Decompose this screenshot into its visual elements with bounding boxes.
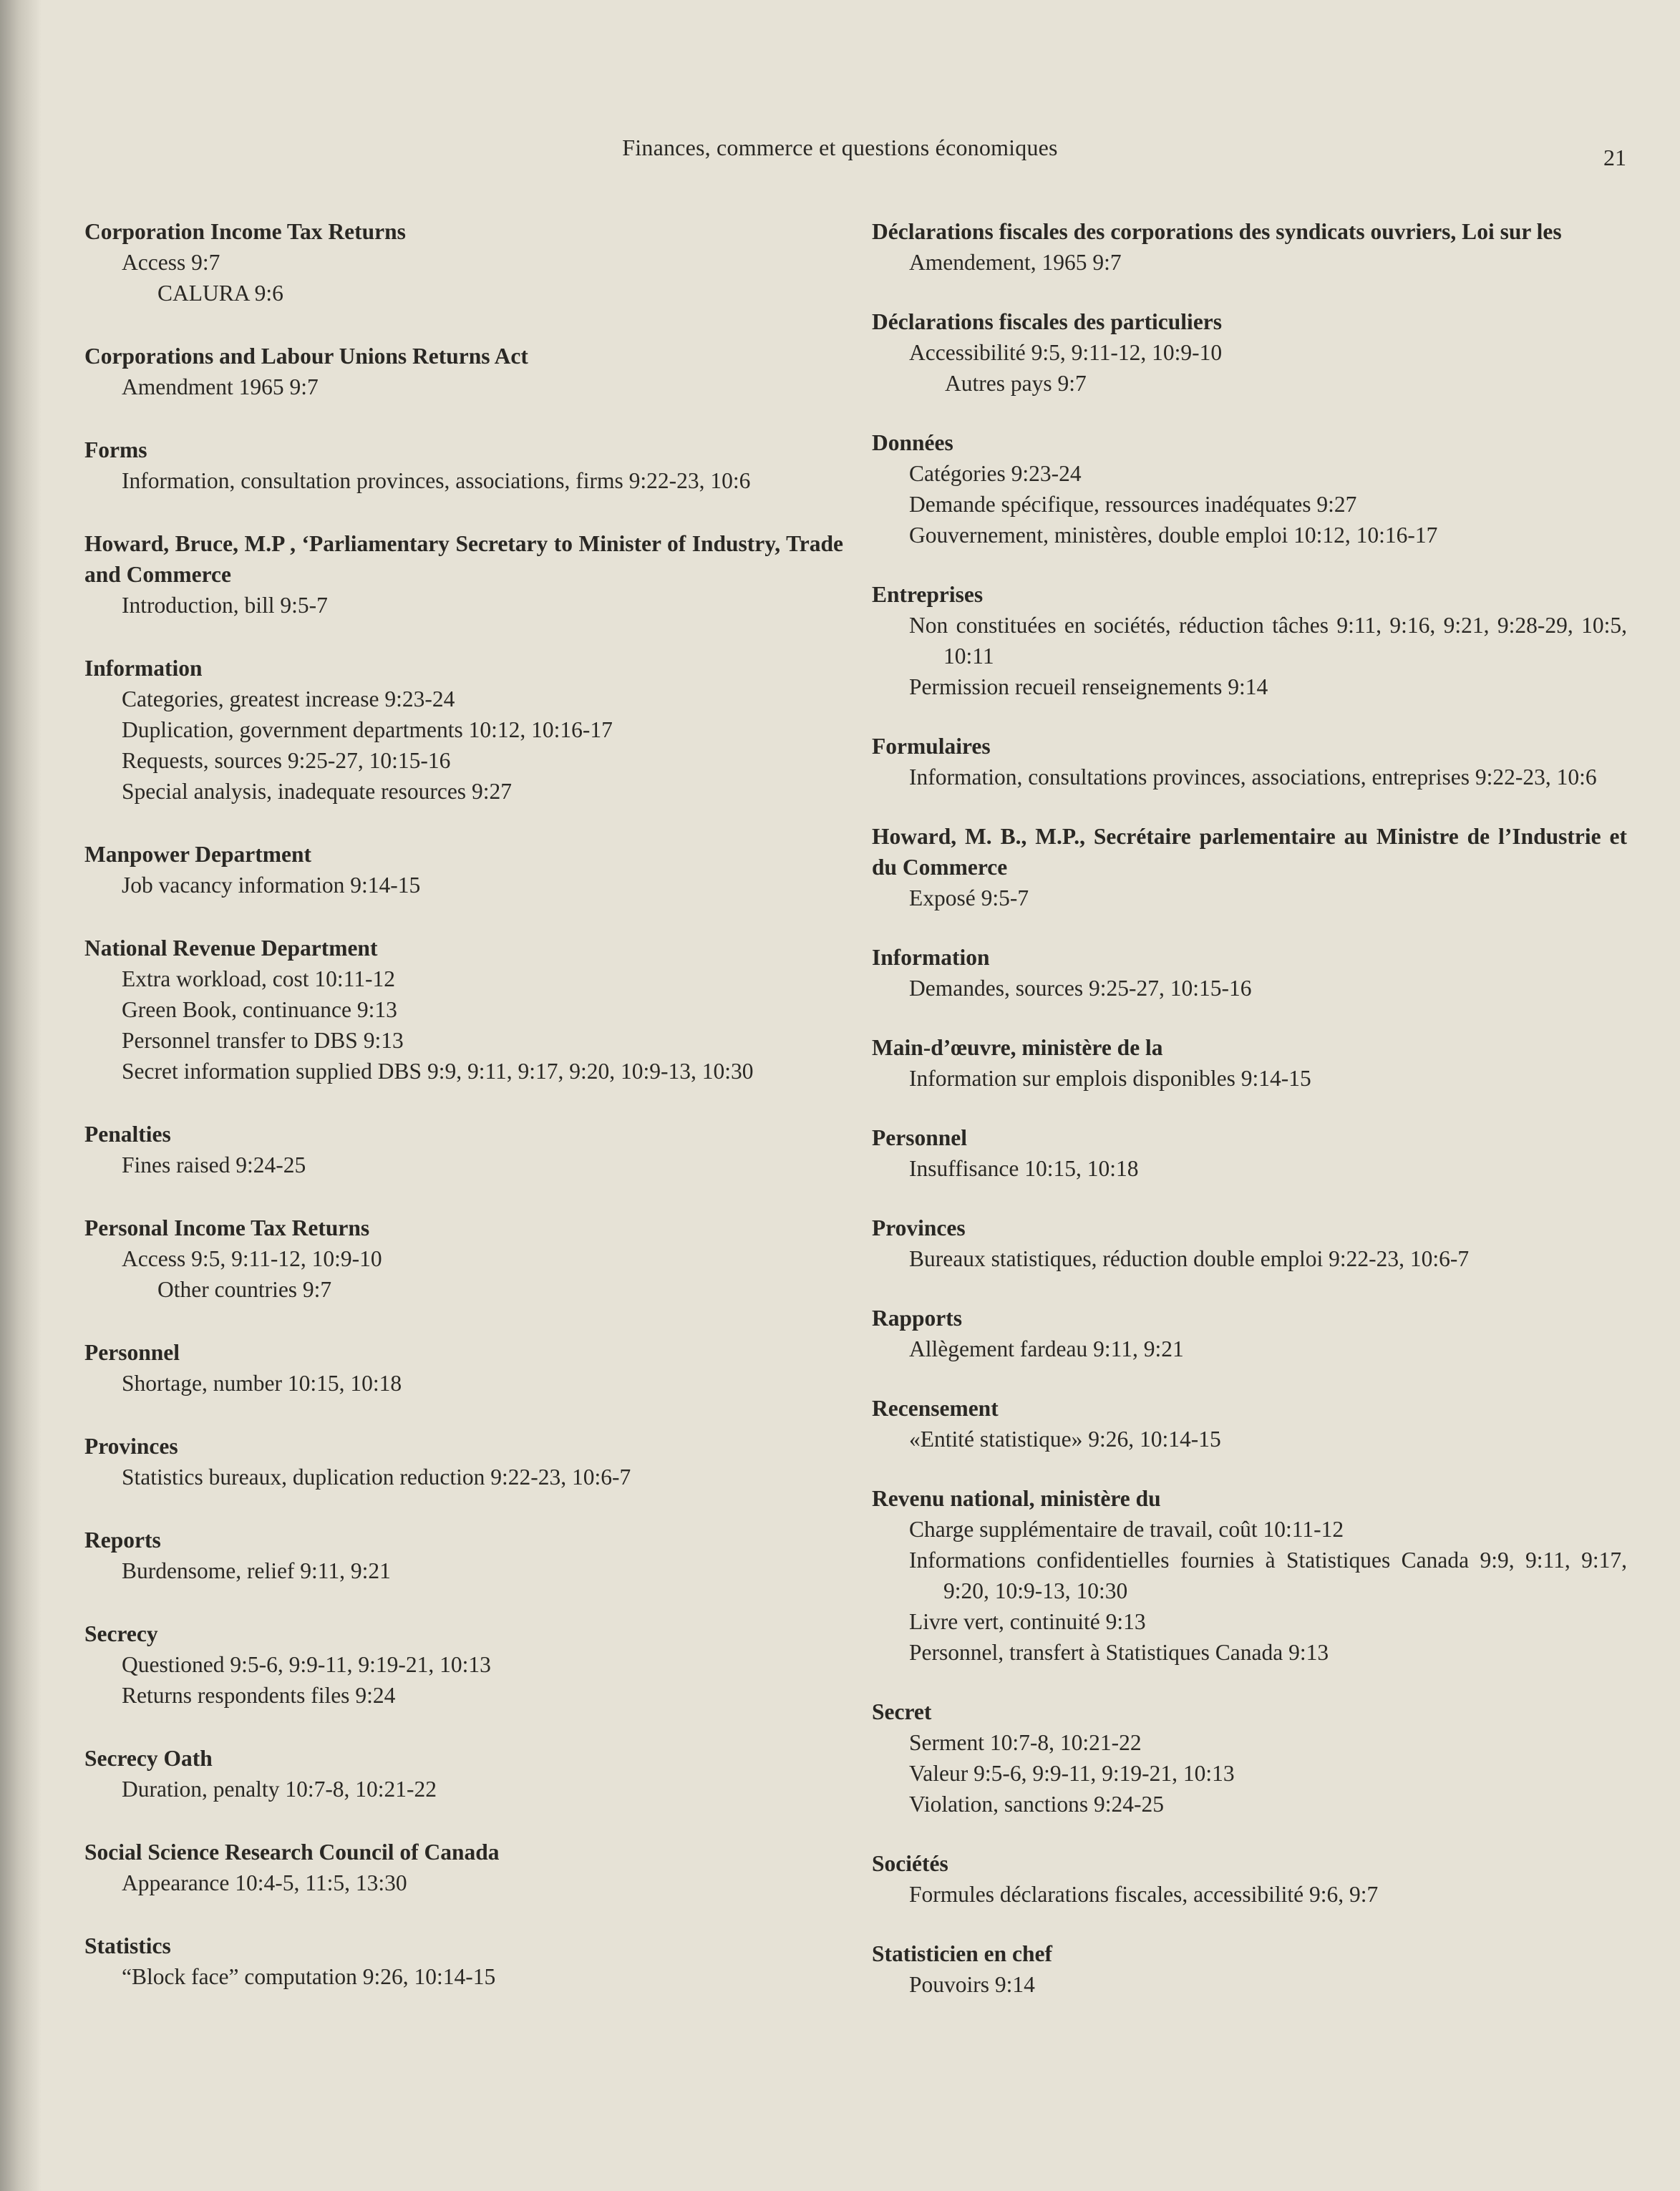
index-subentry: Serment 10:7-8, 10:21-22 [909,1730,1142,1755]
index-entry [872,1303,1627,1364]
index-heading: Déclarations fiscales des corporations des syndicats ouvriers, Loi sur les [872,219,1562,244]
index-heading: Forms [84,437,147,462]
index-heading: Secret [872,1699,932,1724]
index-entry [872,821,1627,913]
index-subentry: Formules déclarations fiscales, accessibilité 9:6, 9:7 [909,1882,1379,1907]
index-subentry: «Entité statistique» 9:26, 10:14-15 [909,1427,1221,1452]
index-entry [872,1122,1627,1184]
index-heading: Social Science Research Council of Canada [84,1840,500,1865]
index-subsubentry: CALURA 9:6 [157,281,283,306]
index-heading: Secrecy [84,1621,158,1646]
index-heading: Howard, Bruce, M.P , ‘Parliamentary Secretary to Minister of Industry, Trade and Commerce [84,531,843,587]
index-entry [84,1337,843,1399]
index-heading: Statistics [84,1933,171,1958]
index-subentry: Permission recueil renseignements 9:14 [909,674,1268,699]
index-subentry: Information sur emplois disponibles 9:14-15 [909,1066,1311,1091]
page-number: 21 [1603,145,1626,170]
index-subentry: Livre vert, continuité 9:13 [909,1609,1146,1634]
index-entry [84,341,843,402]
index-entry [872,1848,1627,1910]
index-subentry: Statistics bureaux, duplication reduction 9:22-23, 10:6-7 [122,1464,631,1490]
index-subentry: Access 9:5, 9:11-12, 10:9-10 [122,1246,382,1271]
index-entry [872,1938,1627,2000]
index-heading: Recensement [872,1396,999,1421]
index-entry [84,653,843,807]
index-subentry: Amendement, 1965 9:7 [909,250,1122,275]
index-subentry: Questioned 9:5-6, 9:9-11, 9:19-21, 10:13 [122,1652,491,1677]
index-subentry: Categories, greatest increase 9:23-24 [122,686,455,711]
index-subentry: Amendment 1965 9:7 [122,374,319,399]
index-heading: Formulaires [872,734,991,759]
index-entry [872,1393,1627,1454]
index-subentry: “Block face” computation 9:26, 10:14-15 [122,1964,496,1989]
index-heading: National Revenue Department [84,936,378,961]
index-subentry: Pouvoirs 9:14 [909,1972,1035,1997]
index-heading: Secrecy Oath [84,1746,213,1771]
index-subentry: Charge supplémentaire de travail, coût 10:11-12 [909,1517,1344,1542]
index-subentry: Information, consultations provinces, associations, entreprises 9:22-23, 10:6 [909,764,1597,790]
index-heading: Rapports [872,1306,963,1331]
index-entry [84,933,843,1087]
index-subentry: Requests, sources 9:25-27, 10:15-16 [122,748,451,773]
index-subentry: Job vacancy information 9:14-15 [122,873,421,898]
index-subentry: Shortage, number 10:15, 10:18 [122,1371,402,1396]
index-entry [84,1930,843,1992]
index-entry [84,528,843,621]
index-heading: Penalties [84,1122,171,1147]
index-entry [84,1525,843,1586]
index-entry [84,434,843,496]
index-subentry: Non constituées en sociétés, réduction tâches 9:11, 9:16, 9:21, 9:28-29, 10:5, 10:11 [909,613,1627,669]
index-subentry: Valeur 9:5-6, 9:9-11, 9:19-21, 10:13 [909,1761,1235,1786]
index-heading: Corporations and Labour Unions Returns Act [84,344,528,369]
index-subentry: Accessibilité 9:5, 9:11-12, 10:9-10 [909,340,1223,365]
index-entry [872,427,1627,550]
index-subentry: Informations confidentielles fournies à Statistiques Canada 9:9, 9:11, 9:17, 9:20, 10:9-13, 10:30 [909,1548,1627,1603]
index-entry [872,1032,1627,1094]
index-entry [84,1837,843,1898]
index-entry [872,306,1627,399]
running-head: Finances, commerce et questions économiques [622,135,1058,160]
index-entry [84,1431,843,1492]
index-heading: Provinces [872,1215,966,1240]
index-heading: Provinces [84,1434,178,1459]
index-entry [84,1618,843,1711]
index-entry [872,579,1627,702]
index-column-french [872,216,1627,2029]
index-heading: Main-d’œuvre, ministère de la [872,1035,1163,1060]
index-entry [872,1213,1627,1274]
index-subentry: Fines raised 9:24-25 [122,1152,306,1177]
index-heading: Déclarations fiscales des particuliers [872,309,1223,334]
index-subentry: Green Book, continuance 9:13 [122,997,397,1022]
index-heading: Personal Income Tax Returns [84,1215,370,1240]
index-subentry: Bureaux statistiques, réduction double emploi 9:22-23, 10:6-7 [909,1246,1470,1271]
index-heading: Sociétés [872,1851,948,1876]
index-heading: Reports [84,1527,161,1553]
index-subentry: Introduction, bill 9:5-7 [122,593,328,618]
index-heading: Manpower Department [84,842,311,867]
index-heading: Revenu national, ministère du [872,1486,1161,1511]
index-heading: Données [872,430,953,455]
index-subentry: Demande spécifique, ressources inadéquates 9:27 [909,492,1357,517]
index-subentry: Burdensome, relief 9:11, 9:21 [122,1558,391,1583]
index-heading: Statisticien en chef [872,1941,1052,1966]
index-subentry: Duplication, government departments 10:12, 10:16-17 [122,717,613,742]
index-subentry: Demandes, sources 9:25-27, 10:15-16 [909,976,1252,1001]
index-subentry: Gouvernement, ministères, double emploi 10:12, 10:16-17 [909,523,1438,548]
index-subentry: Information, consultation provinces, associations, firms 9:22-23, 10:6 [122,468,751,493]
index-subentry: Special analysis, inadequate resources 9:27 [122,779,512,804]
index-subsubentry: Other countries 9:7 [157,1277,332,1302]
index-heading: Howard, M. B., M.P., Secrétaire parlementaire au Ministre de l’Industrie et du Commerce [872,824,1627,880]
index-entry [84,1119,843,1180]
index-heading: Corporation Income Tax Returns [84,219,406,244]
index-entry [84,1743,843,1804]
index-subentry: Personnel transfer to DBS 9:13 [122,1028,404,1053]
index-subentry: Secret information supplied DBS 9:9, 9:11, 9:17, 9:20, 10:9-13, 10:30 [122,1059,754,1084]
index-entry [872,216,1627,278]
index-subentry: Extra workload, cost 10:11-12 [122,966,395,991]
index-subentry: Returns respondents files 9:24 [122,1683,396,1708]
index-heading: Entreprises [872,582,984,607]
index-entry [84,1213,843,1305]
index-entry [84,216,843,309]
index-subentry: Violation, sanctions 9:24-25 [909,1792,1164,1817]
index-heading: Information [84,656,203,681]
index-heading: Personnel [872,1125,967,1150]
index-subentry: Exposé 9:5-7 [909,885,1029,910]
index-entry [872,942,1627,1004]
index-subentry: Allègement fardeau 9:11, 9:21 [909,1336,1184,1361]
binding-shadow [0,0,42,2191]
index-entry [84,839,843,900]
index-entry [872,1483,1627,1668]
index-column-english [84,216,843,2024]
index-subentry: Catégories 9:23-24 [909,461,1082,486]
index-subentry: Duration, penalty 10:7-8, 10:21-22 [122,1777,437,1802]
index-subentry: Appearance 10:4-5, 11:5, 13:30 [122,1870,407,1895]
index-heading: Personnel [84,1340,180,1365]
index-subsubentry: Autres pays 9:7 [945,371,1087,396]
index-subentry: Access 9:7 [122,250,220,275]
index-subentry: Personnel, transfert à Statistiques Canada 9:13 [909,1640,1329,1665]
index-entry [872,731,1627,792]
index-heading: Information [872,945,990,970]
index-entry [872,1696,1627,1820]
index-subentry: Insuffisance 10:15, 10:18 [909,1156,1139,1181]
